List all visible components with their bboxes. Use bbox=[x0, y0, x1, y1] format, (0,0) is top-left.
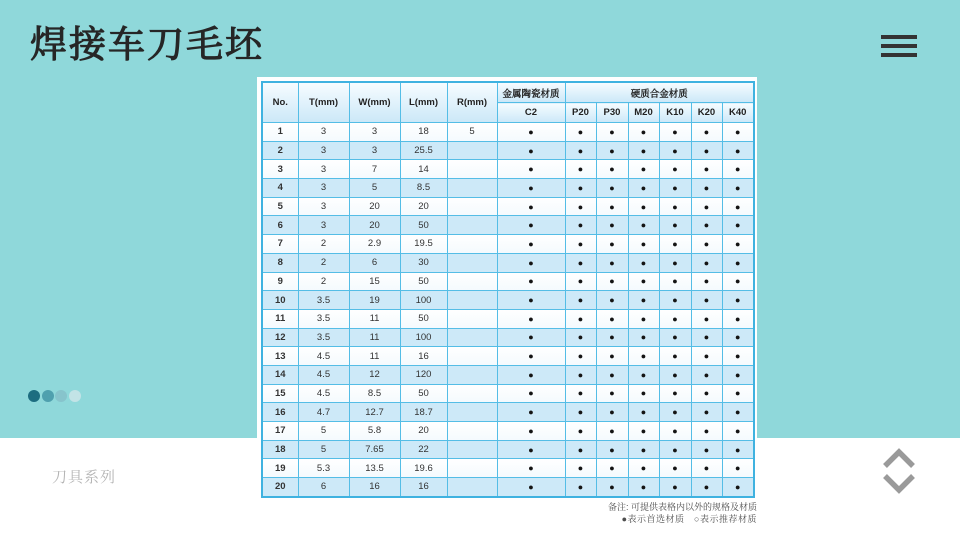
material-dot-cell: ● bbox=[691, 253, 722, 272]
material-dot-cell: ● bbox=[691, 235, 722, 254]
material-col-header: M20 bbox=[628, 103, 659, 123]
dimension-cell: 13.5 bbox=[349, 459, 400, 478]
menu-button[interactable] bbox=[881, 35, 917, 59]
table-row bbox=[262, 328, 754, 347]
material-dot-cell: ● bbox=[497, 328, 565, 347]
dimension-cell: 2 bbox=[298, 272, 349, 291]
dimension-cell bbox=[447, 440, 497, 459]
material-dot-cell: ● bbox=[596, 179, 628, 198]
material-dot-cell: ● bbox=[722, 309, 754, 328]
row-number-cell: 7 bbox=[262, 235, 298, 254]
dimension-cell bbox=[447, 365, 497, 384]
table-row bbox=[262, 216, 754, 235]
material-col-header: C2 bbox=[497, 103, 565, 123]
dimension-cell: 3 bbox=[349, 141, 400, 160]
dimension-cell: 3 bbox=[349, 123, 400, 142]
material-dot-cell: ● bbox=[659, 384, 691, 403]
material-col-header: P20 bbox=[565, 103, 596, 123]
material-dot-cell: ● bbox=[722, 422, 754, 441]
dimension-cell: 12.7 bbox=[349, 403, 400, 422]
material-dot-cell: ● bbox=[659, 272, 691, 291]
material-dot-cell: ● bbox=[596, 309, 628, 328]
material-dot-cell: ● bbox=[722, 291, 754, 310]
dimension-cell: 3 bbox=[298, 216, 349, 235]
material-dot-cell: ● bbox=[659, 216, 691, 235]
dimension-cell: 5.8 bbox=[349, 422, 400, 441]
table-row bbox=[262, 384, 754, 403]
pagination-dot[interactable] bbox=[55, 390, 67, 402]
material-dot-cell: ● bbox=[722, 478, 754, 497]
material-dot-cell: ● bbox=[565, 272, 596, 291]
pagination-dot-active[interactable] bbox=[28, 390, 40, 402]
material-dot-cell: ● bbox=[628, 309, 659, 328]
row-number-cell: 4 bbox=[262, 179, 298, 198]
dimension-cell: 30 bbox=[400, 253, 447, 272]
table-row bbox=[262, 272, 754, 291]
material-dot-cell: ● bbox=[596, 141, 628, 160]
page-title: 焊接车刀毛坯 bbox=[30, 24, 264, 65]
material-dot-cell: ● bbox=[628, 253, 659, 272]
table-row bbox=[262, 365, 754, 384]
row-number-cell: 11 bbox=[262, 309, 298, 328]
material-dot-cell: ● bbox=[565, 478, 596, 497]
material-dot-cell: ● bbox=[497, 179, 565, 198]
table-row bbox=[262, 123, 754, 142]
material-dot-cell: ● bbox=[722, 328, 754, 347]
material-dot-cell: ● bbox=[691, 459, 722, 478]
material-dot-cell: ● bbox=[691, 179, 722, 198]
material-dot-cell: ● bbox=[596, 291, 628, 310]
material-dot-cell: ● bbox=[691, 403, 722, 422]
material-dot-cell: ● bbox=[722, 141, 754, 160]
material-dot-cell: ● bbox=[628, 141, 659, 160]
row-number-cell: 6 bbox=[262, 216, 298, 235]
material-dot-cell: ● bbox=[628, 272, 659, 291]
table-row bbox=[262, 197, 754, 216]
dimension-cell: 8.5 bbox=[349, 384, 400, 403]
material-dot-cell: ● bbox=[628, 235, 659, 254]
note-legend: ●表示首选材质 ○表示推荐材质 bbox=[621, 513, 757, 524]
header-row-groups bbox=[262, 82, 754, 103]
table-row bbox=[262, 235, 754, 254]
material-dot-cell: ● bbox=[497, 309, 565, 328]
dimension-cell: 3 bbox=[298, 179, 349, 198]
dimension-cell: 2 bbox=[298, 253, 349, 272]
dimension-cell bbox=[447, 459, 497, 478]
material-dot-cell: ● bbox=[596, 216, 628, 235]
page-nav bbox=[880, 446, 920, 498]
spec-table bbox=[261, 81, 755, 498]
dimension-cell: 7 bbox=[349, 160, 400, 179]
dimension-cell: 4.5 bbox=[298, 365, 349, 384]
dimension-cell: 7.65 bbox=[349, 440, 400, 459]
dimension-cell bbox=[447, 328, 497, 347]
material-dot-cell: ● bbox=[497, 160, 565, 179]
dimension-cell: 3.5 bbox=[298, 291, 349, 310]
row-number-cell: 15 bbox=[262, 384, 298, 403]
dimension-cell: 11 bbox=[349, 309, 400, 328]
material-dot-cell: ● bbox=[565, 459, 596, 478]
dimension-cell: 25.5 bbox=[400, 141, 447, 160]
material-dot-cell: ● bbox=[565, 141, 596, 160]
material-dot-cell: ● bbox=[722, 347, 754, 366]
dimension-cell: 18 bbox=[400, 123, 447, 142]
material-dot-cell: ● bbox=[722, 216, 754, 235]
row-number-cell: 20 bbox=[262, 478, 298, 497]
dimension-cell: 3 bbox=[298, 160, 349, 179]
material-dot-cell: ● bbox=[497, 347, 565, 366]
material-dot-cell: ● bbox=[596, 478, 628, 497]
pagination-dot[interactable] bbox=[69, 390, 81, 402]
row-number-cell: 2 bbox=[262, 141, 298, 160]
pagination-dot[interactable] bbox=[42, 390, 54, 402]
material-dot-cell: ● bbox=[722, 235, 754, 254]
material-dot-cell: ● bbox=[596, 347, 628, 366]
dimension-cell bbox=[447, 403, 497, 422]
dimension-cell: 3 bbox=[298, 141, 349, 160]
material-dot-cell: ● bbox=[628, 347, 659, 366]
col-header-w: W(mm) bbox=[349, 82, 400, 123]
material-dot-cell: ● bbox=[722, 403, 754, 422]
table-row bbox=[262, 160, 754, 179]
material-dot-cell: ● bbox=[565, 216, 596, 235]
material-dot-cell: ● bbox=[628, 197, 659, 216]
spec-table-panel bbox=[257, 77, 757, 502]
material-dot-cell: ● bbox=[565, 291, 596, 310]
row-number-cell: 19 bbox=[262, 459, 298, 478]
material-dot-cell: ● bbox=[497, 216, 565, 235]
material-dot-cell: ● bbox=[659, 235, 691, 254]
material-dot-cell: ● bbox=[659, 160, 691, 179]
material-dot-cell: ● bbox=[691, 347, 722, 366]
material-dot-cell: ● bbox=[691, 141, 722, 160]
dimension-cell: 120 bbox=[400, 365, 447, 384]
row-number-cell: 13 bbox=[262, 347, 298, 366]
material-dot-cell: ● bbox=[691, 123, 722, 142]
material-dot-cell: ● bbox=[565, 403, 596, 422]
material-dot-cell: ● bbox=[497, 197, 565, 216]
material-dot-cell: ● bbox=[628, 291, 659, 310]
material-dot-cell: ● bbox=[596, 384, 628, 403]
material-dot-cell: ● bbox=[628, 384, 659, 403]
dimension-cell: 12 bbox=[349, 365, 400, 384]
material-dot-cell: ● bbox=[691, 365, 722, 384]
dimension-cell: 16 bbox=[349, 478, 400, 497]
material-dot-cell: ● bbox=[497, 459, 565, 478]
table-row bbox=[262, 347, 754, 366]
dimension-cell: 22 bbox=[400, 440, 447, 459]
row-number-cell: 10 bbox=[262, 291, 298, 310]
material-dot-cell: ● bbox=[565, 179, 596, 198]
row-number-cell: 8 bbox=[262, 253, 298, 272]
table-row bbox=[262, 403, 754, 422]
material-dot-cell: ● bbox=[497, 235, 565, 254]
row-number-cell: 3 bbox=[262, 160, 298, 179]
material-dot-cell: ● bbox=[497, 384, 565, 403]
material-dot-cell: ● bbox=[497, 141, 565, 160]
material-dot-cell: ● bbox=[497, 422, 565, 441]
material-dot-cell: ● bbox=[659, 141, 691, 160]
material-dot-cell: ● bbox=[565, 328, 596, 347]
material-dot-cell: ● bbox=[565, 365, 596, 384]
dimension-cell: 5 bbox=[298, 422, 349, 441]
material-dot-cell: ● bbox=[722, 459, 754, 478]
material-dot-cell: ● bbox=[596, 328, 628, 347]
material-dot-cell: ● bbox=[659, 179, 691, 198]
material-dot-cell: ● bbox=[722, 365, 754, 384]
dimension-cell: 19.6 bbox=[400, 459, 447, 478]
material-dot-cell: ● bbox=[659, 440, 691, 459]
table-row bbox=[262, 440, 754, 459]
dimension-cell bbox=[447, 141, 497, 160]
material-dot-cell: ● bbox=[565, 197, 596, 216]
material-dot-cell: ● bbox=[628, 459, 659, 478]
material-dot-cell: ● bbox=[565, 235, 596, 254]
material-dot-cell: ● bbox=[596, 272, 628, 291]
table-notes bbox=[257, 502, 757, 525]
dimension-cell: 2 bbox=[298, 235, 349, 254]
material-dot-cell: ● bbox=[628, 328, 659, 347]
dimension-cell bbox=[447, 179, 497, 198]
dimension-cell: 3 bbox=[298, 123, 349, 142]
material-dot-cell: ● bbox=[691, 328, 722, 347]
material-dot-cell: ● bbox=[659, 422, 691, 441]
row-number-cell: 14 bbox=[262, 365, 298, 384]
material-dot-cell: ● bbox=[628, 123, 659, 142]
material-dot-cell: ● bbox=[722, 253, 754, 272]
material-dot-cell: ● bbox=[596, 365, 628, 384]
dimension-cell bbox=[447, 216, 497, 235]
dimension-cell: 5 bbox=[447, 123, 497, 142]
material-dot-cell: ● bbox=[497, 365, 565, 384]
dimension-cell: 11 bbox=[349, 347, 400, 366]
table-row bbox=[262, 422, 754, 441]
dimension-cell: 6 bbox=[349, 253, 400, 272]
dimension-cell: 20 bbox=[400, 422, 447, 441]
material-dot-cell: ● bbox=[596, 253, 628, 272]
row-number-cell: 17 bbox=[262, 422, 298, 441]
material-dot-cell: ● bbox=[628, 365, 659, 384]
material-dot-cell: ● bbox=[565, 253, 596, 272]
col-header-l: L(mm) bbox=[400, 82, 447, 123]
dimension-cell bbox=[447, 235, 497, 254]
material-dot-cell: ● bbox=[565, 440, 596, 459]
table-row bbox=[262, 253, 754, 272]
row-number-cell: 1 bbox=[262, 123, 298, 142]
dimension-cell bbox=[447, 197, 497, 216]
material-dot-cell: ● bbox=[596, 459, 628, 478]
material-dot-cell: ● bbox=[722, 160, 754, 179]
material-dot-cell: ● bbox=[691, 216, 722, 235]
material-dot-cell: ● bbox=[596, 160, 628, 179]
material-dot-cell: ● bbox=[659, 347, 691, 366]
material-dot-cell: ● bbox=[497, 440, 565, 459]
table-row bbox=[262, 309, 754, 328]
table-row bbox=[262, 291, 754, 310]
dimension-cell: 19 bbox=[349, 291, 400, 310]
dimension-cell: 20 bbox=[400, 197, 447, 216]
material-dot-cell: ● bbox=[722, 123, 754, 142]
material-dot-cell: ● bbox=[497, 291, 565, 310]
material-dot-cell: ● bbox=[722, 440, 754, 459]
table-row bbox=[262, 478, 754, 497]
material-dot-cell: ● bbox=[565, 160, 596, 179]
dimension-cell: 100 bbox=[400, 328, 447, 347]
dimension-cell bbox=[447, 160, 497, 179]
chevron-down-icon[interactable] bbox=[880, 472, 918, 496]
material-dot-cell: ● bbox=[497, 253, 565, 272]
material-dot-cell: ● bbox=[497, 403, 565, 422]
material-col-header: K10 bbox=[659, 103, 691, 123]
material-dot-cell: ● bbox=[691, 291, 722, 310]
material-dot-cell: ● bbox=[659, 365, 691, 384]
table-row bbox=[262, 179, 754, 198]
dimension-cell: 18.7 bbox=[400, 403, 447, 422]
material-dot-cell: ● bbox=[565, 384, 596, 403]
material-dot-cell: ● bbox=[659, 197, 691, 216]
dimension-cell bbox=[447, 272, 497, 291]
material-dot-cell: ● bbox=[659, 328, 691, 347]
material-col-header: P30 bbox=[596, 103, 628, 123]
material-dot-cell: ● bbox=[565, 309, 596, 328]
material-dot-cell: ● bbox=[659, 459, 691, 478]
dimension-cell: 15 bbox=[349, 272, 400, 291]
material-dot-cell: ● bbox=[722, 384, 754, 403]
material-dot-cell: ● bbox=[596, 403, 628, 422]
col-header-t: T(mm) bbox=[298, 82, 349, 123]
dimension-cell bbox=[447, 384, 497, 403]
dimension-cell bbox=[447, 253, 497, 272]
material-dot-cell: ● bbox=[628, 440, 659, 459]
material-dot-cell: ● bbox=[628, 179, 659, 198]
material-dot-cell: ● bbox=[596, 422, 628, 441]
row-number-cell: 9 bbox=[262, 272, 298, 291]
material-dot-cell: ● bbox=[659, 123, 691, 142]
dimension-cell: 5 bbox=[349, 179, 400, 198]
row-number-cell: 18 bbox=[262, 440, 298, 459]
dimension-cell bbox=[447, 347, 497, 366]
group-header-carbide: 硬质合金材质 bbox=[565, 82, 754, 103]
material-dot-cell: ● bbox=[691, 160, 722, 179]
material-dot-cell: ● bbox=[691, 440, 722, 459]
dimension-cell bbox=[447, 478, 497, 497]
dimension-cell: 14 bbox=[400, 160, 447, 179]
dimension-cell: 5.3 bbox=[298, 459, 349, 478]
material-dot-cell: ● bbox=[691, 272, 722, 291]
material-dot-cell: ● bbox=[659, 309, 691, 328]
row-number-cell: 5 bbox=[262, 197, 298, 216]
row-number-cell: 16 bbox=[262, 403, 298, 422]
material-dot-cell: ● bbox=[659, 291, 691, 310]
row-number-cell: 12 bbox=[262, 328, 298, 347]
series-label: 刀具系列 bbox=[52, 469, 117, 486]
material-col-header: K40 bbox=[722, 103, 754, 123]
col-header-no: No. bbox=[262, 82, 298, 123]
dimension-cell: 4.5 bbox=[298, 347, 349, 366]
material-dot-cell: ● bbox=[628, 160, 659, 179]
material-dot-cell: ● bbox=[691, 478, 722, 497]
material-dot-cell: ● bbox=[691, 422, 722, 441]
material-dot-cell: ● bbox=[565, 422, 596, 441]
dimension-cell: 11 bbox=[349, 328, 400, 347]
material-dot-cell: ● bbox=[596, 235, 628, 254]
dimension-cell: 100 bbox=[400, 291, 447, 310]
dimension-cell: 8.5 bbox=[400, 179, 447, 198]
dimension-cell: 16 bbox=[400, 347, 447, 366]
material-dot-cell: ● bbox=[596, 123, 628, 142]
material-dot-cell: ● bbox=[722, 197, 754, 216]
dimension-cell: 3.5 bbox=[298, 309, 349, 328]
material-dot-cell: ● bbox=[722, 179, 754, 198]
pagination-dots bbox=[28, 390, 82, 403]
material-dot-cell: ● bbox=[497, 272, 565, 291]
material-col-header: K20 bbox=[691, 103, 722, 123]
dimension-cell: 6 bbox=[298, 478, 349, 497]
material-dot-cell: ● bbox=[659, 253, 691, 272]
dimension-cell: 2.9 bbox=[349, 235, 400, 254]
dimension-cell bbox=[447, 422, 497, 441]
material-dot-cell: ● bbox=[722, 272, 754, 291]
chevron-up-icon[interactable] bbox=[880, 446, 918, 470]
material-dot-cell: ● bbox=[565, 123, 596, 142]
dimension-cell: 50 bbox=[400, 309, 447, 328]
note-line-1: 备注: 可提供表格内以外的规格及材质 bbox=[607, 502, 757, 512]
material-dot-cell: ● bbox=[628, 216, 659, 235]
material-dot-cell: ● bbox=[596, 440, 628, 459]
dimension-cell: 20 bbox=[349, 216, 400, 235]
material-dot-cell: ● bbox=[628, 478, 659, 497]
material-dot-cell: ● bbox=[659, 403, 691, 422]
dimension-cell: 50 bbox=[400, 216, 447, 235]
material-dot-cell: ● bbox=[497, 123, 565, 142]
hamburger-icon bbox=[881, 35, 917, 57]
material-dot-cell: ● bbox=[596, 197, 628, 216]
group-header-ceramic: 金属陶瓷材质 bbox=[497, 82, 565, 103]
col-header-r: R(mm) bbox=[447, 82, 497, 123]
material-dot-cell: ● bbox=[628, 422, 659, 441]
table-row bbox=[262, 459, 754, 478]
dimension-cell: 50 bbox=[400, 272, 447, 291]
material-dot-cell: ● bbox=[691, 384, 722, 403]
material-dot-cell: ● bbox=[497, 478, 565, 497]
dimension-cell: 19.5 bbox=[400, 235, 447, 254]
dimension-cell bbox=[447, 291, 497, 310]
dimension-cell: 4.5 bbox=[298, 384, 349, 403]
material-dot-cell: ● bbox=[628, 403, 659, 422]
material-dot-cell: ● bbox=[659, 478, 691, 497]
dimension-cell: 20 bbox=[349, 197, 400, 216]
dimension-cell bbox=[447, 309, 497, 328]
table-row bbox=[262, 141, 754, 160]
dimension-cell: 16 bbox=[400, 478, 447, 497]
dimension-cell: 50 bbox=[400, 384, 447, 403]
material-dot-cell: ● bbox=[691, 309, 722, 328]
material-dot-cell: ● bbox=[691, 197, 722, 216]
dimension-cell: 4.7 bbox=[298, 403, 349, 422]
dimension-cell: 3 bbox=[298, 197, 349, 216]
material-dot-cell: ● bbox=[565, 347, 596, 366]
dimension-cell: 5 bbox=[298, 440, 349, 459]
dimension-cell: 3.5 bbox=[298, 328, 349, 347]
